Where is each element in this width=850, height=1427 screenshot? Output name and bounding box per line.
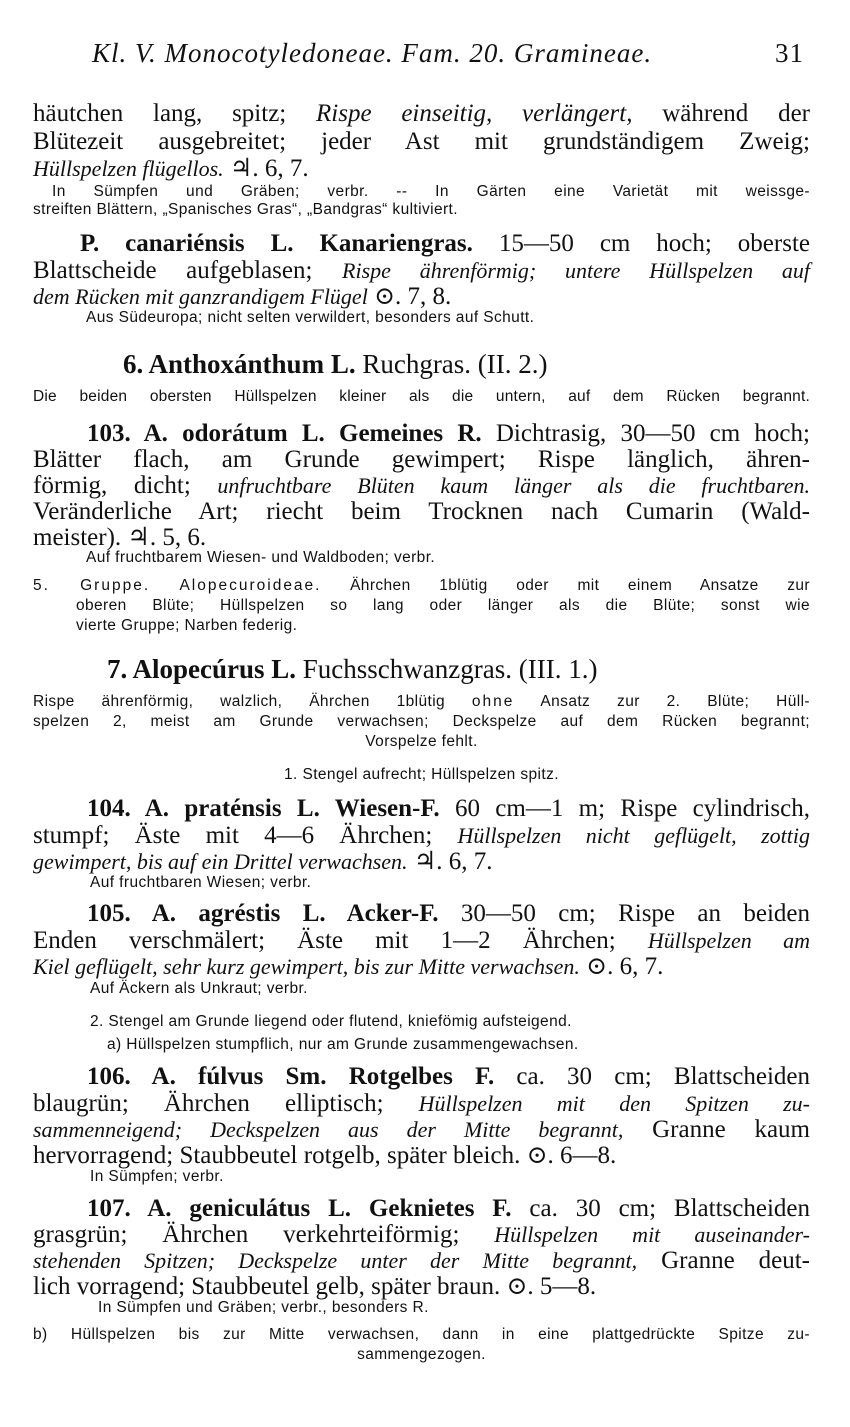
text-line: Blütezeit ausgebreitet; jeder Ast mit grundständigem Zweig; (33, 128, 810, 155)
page-number: 31 (775, 38, 804, 68)
habitat-note: Auf fruchtbarem Wiesen- und Waldboden; verbr. (86, 549, 436, 566)
habitat-note: Auf fruchtbaren Wiesen; verbr. (90, 874, 312, 891)
text-line: stumpf; Äste mit 4—6 Ährchen; Hüllspelzen nicht geflügelt, zottig (33, 822, 810, 849)
text-line: gewimpert, bis auf ein Drittel verwachsen. ♃. 6, 7. (33, 848, 493, 875)
text-line: förmig, dicht; unfruchtbare Blüten kaum länger als die fruchtbaren. (33, 472, 810, 499)
key-line: a) Hüllspelzen stumpflich, nur am Grunde zusammengewachsen. (107, 1036, 579, 1053)
species-entry-title: 104. A. praténsis L. Wiesen-F. 60 cm—1 m; Rispe cylindrisch, (87, 795, 811, 822)
genus-description: Die beiden obersten Hüllspelzen kleiner als die untern, auf dem Rücken begrannt. (33, 388, 810, 405)
key-line: b) Hüllspelzen bis zur Mitte verwachsen, dann in eine plattgedrückte Spitze zu- (33, 1326, 810, 1343)
habitat-note: In Sümpfen; verbr. (90, 1168, 224, 1185)
text-line: hervorragend; Staubbeutel rotgelb, später bleich. ⊙. 6—8. (33, 1142, 617, 1169)
text-line: blaugrün; Ährchen elliptisch; Hüllspelzen mit den Spitzen zu- (33, 1090, 810, 1117)
running-head: Kl. V. Monocotyledoneae. Fam. 20. Gramineae. (92, 38, 653, 68)
species-entry-title: 106. A. fúlvus Sm. Rotgelbes F. ca. 30 cm; Blattscheiden (87, 1063, 810, 1090)
species-entry-title: 105. A. agréstis L. Acker-F. 30—50 cm; Rispe an beiden (87, 900, 810, 927)
text-line: häutchen lang, spitz; Rispe einseitig, verlängert, während der (33, 100, 810, 127)
habitat-note: Aus Südeuropa; nicht selten verwildert, besonders auf Schutt. (86, 309, 535, 326)
text-line: meister). ♃. 5, 6. (33, 524, 207, 551)
text-line: sammenneigend; Deckspelzen aus der Mitte begrannt, Granne kaum (33, 1116, 810, 1143)
habitat-note: streiften Blättern, „Spanisches Gras“, „Bandgras“ kultiviert. (33, 201, 458, 218)
genus-heading: 6. Anthoxánthum L. Ruchgras. (II. 2.) (123, 349, 548, 379)
habitat-note: Auf Äckern als Unkraut; verbr. (90, 980, 308, 997)
text-line: dem Rücken mit ganzrandigem Flügel ⊙. 7, 8. (33, 283, 452, 310)
key-line: 1. Stengel aufrecht; Hüllspelzen spitz. (284, 766, 559, 783)
text-line: grasgrün; Ährchen verkehrteiförmig; Hüllspelzen mit auseinander- (33, 1221, 811, 1248)
genus-description: Rispe ährenförmig, walzlich, Ährchen 1blütig ohne Ansatz zur 2. Blüte; Hüll- (33, 693, 810, 710)
species-entry-title: 107. A. geniculátus L. Geknietes F. ca. 30 cm; Blattscheiden (87, 1195, 811, 1222)
group-description: oberen Blüte; Hüllspelzen so lang oder länger als die Blüte; sonst wie (76, 597, 810, 614)
text-line: Kiel geflügelt, sehr kurz gewimpert, bis zur Mitte verwachsen. ⊙. 6, 7. (33, 953, 664, 980)
text-line: lich vorragend; Staubbeutel gelb, später braun. ⊙. 5—8. (33, 1273, 597, 1300)
text-line: Blätter flach, am Grunde gewimpert; Rispe länglich, ähren- (33, 446, 810, 473)
genus-description: Vorspelze fehlt. (365, 733, 478, 750)
species-entry-title: P. canariénsis L. Kanariengras. 15—50 cm hoch; oberste (80, 230, 810, 257)
text-line: Hüllspelzen flügellos. ♃. 6, 7. (33, 155, 309, 182)
text-line: Enden verschmälert; Äste mit 1—2 Ährchen; Hüllspelzen am (33, 927, 810, 954)
key-line: sammengezogen. (357, 1346, 486, 1363)
genus-description: spelzen 2, meist am Grunde verwachsen; Deckspelze auf dem Rücken begrannt; (33, 713, 810, 730)
text-line: Veränderliche Art; riecht beim Trocknen nach Cumarin (Wald- (33, 498, 810, 525)
habitat-note: In Sümpfen und Gräben; verbr. -- In Gärten eine Varietät mit weissge- (52, 183, 810, 200)
group-description: vierte Gruppe; Narben federig. (76, 617, 298, 634)
text-line: Blattscheide aufgeblasen; Rispe ährenförmig; untere Hüllspelzen auf (33, 257, 810, 284)
species-entry-title: 103. A. odorátum L. Gemeines R. Dichtrasig, 30—50 cm hoch; (87, 420, 810, 447)
genus-heading: 7. Alopecúrus L. Fuchsschwanzgras. (III. 1.) (107, 654, 598, 684)
habitat-note: In Sümpfen und Gräben; verbr., besonders R. (98, 1299, 429, 1316)
text-line: stehenden Spitzen; Deckspelze unter der Mitte begrannt, Granne deut- (33, 1247, 810, 1274)
group-heading: 5. Gruppe. Alopecuroideae. Ährchen 1blütig oder mit einem Ansatze zur (33, 577, 810, 594)
key-line: 2. Stengel am Grunde liegend oder flutend, kniefömig aufsteigend. (90, 1013, 572, 1030)
